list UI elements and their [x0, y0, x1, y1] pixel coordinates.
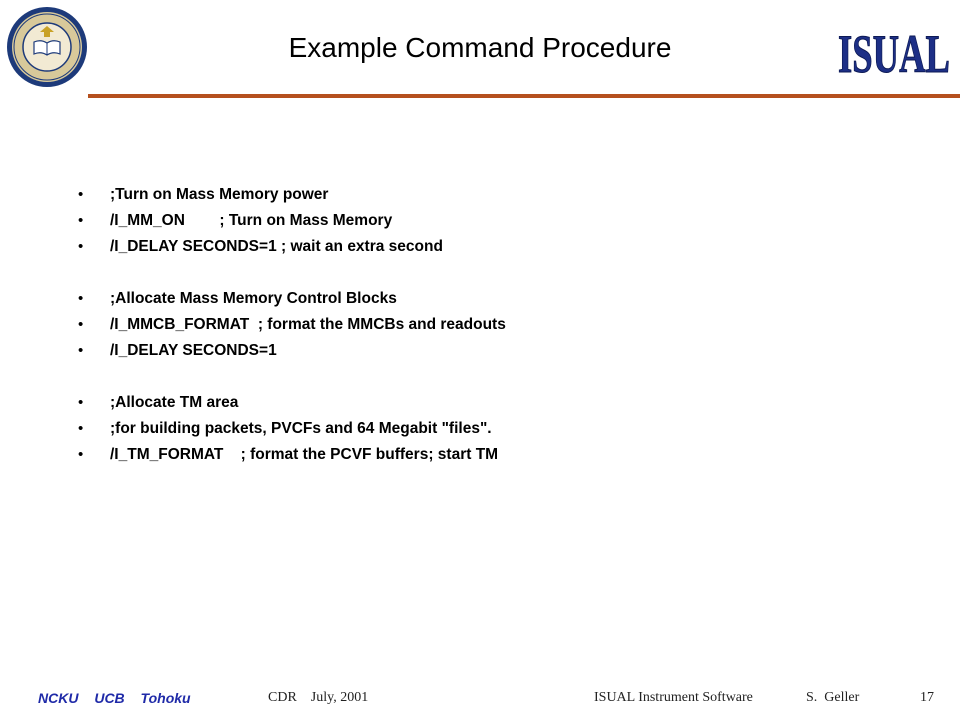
svg-text:ISUAL: ISUAL: [838, 24, 950, 82]
bullet-icon: •: [78, 212, 84, 229]
page-title: Example Command Procedure: [288, 32, 672, 63]
list-item-text: /I_TM_FORMAT ; format the PCVF buffers; start TM: [110, 446, 499, 463]
bullet-icon: •: [78, 342, 84, 359]
list-item-text: /I_DELAY SECONDS=1: [110, 342, 277, 359]
list-item: [78, 312, 506, 338]
list-item-text: /I_MMCB_FORMAT ; format the MMCBs and readouts: [110, 316, 506, 333]
bullet-icon: •: [78, 446, 84, 463]
footer-software-title: ISUAL Instrument Software: [594, 690, 753, 705]
bullet-icon: •: [78, 238, 84, 255]
footer-page-number: 17: [920, 690, 934, 705]
list-item: [78, 442, 499, 468]
list-item: [78, 182, 329, 208]
bullet-icon: •: [78, 394, 84, 411]
bullet-icon: •: [78, 290, 84, 307]
footer-author: S. Geller: [806, 690, 860, 705]
command-list: [78, 182, 506, 468]
bullet-icon: •: [78, 316, 84, 333]
list-item-text: /I_DELAY SECONDS=1 ; wait an extra second: [110, 238, 443, 255]
list-item: [78, 286, 397, 312]
list-item-text: ;Turn on Mass Memory power: [110, 186, 329, 203]
footer-organizations: NCKU UCB Tohoku: [38, 690, 191, 706]
list-item-text: ;Allocate TM area: [110, 394, 239, 411]
footer-cdr-date: CDR July, 2001: [268, 690, 369, 705]
list-item: [78, 390, 239, 416]
list-item: [78, 338, 277, 364]
bullet-icon: •: [78, 420, 84, 437]
list-item-text: /I_MM_ON ; Turn on Mass Memory: [110, 212, 393, 229]
title-divider: [88, 94, 960, 98]
list-item: [78, 208, 393, 234]
list-item: [78, 234, 443, 260]
isual-logo-icon: [836, 22, 952, 82]
list-item: [78, 416, 492, 442]
bullet-icon: •: [78, 186, 84, 203]
list-item-text: ;Allocate Mass Memory Control Blocks: [110, 290, 397, 307]
list-item-text: ;for building packets, PVCFs and 64 Megabit "files".: [110, 420, 492, 437]
